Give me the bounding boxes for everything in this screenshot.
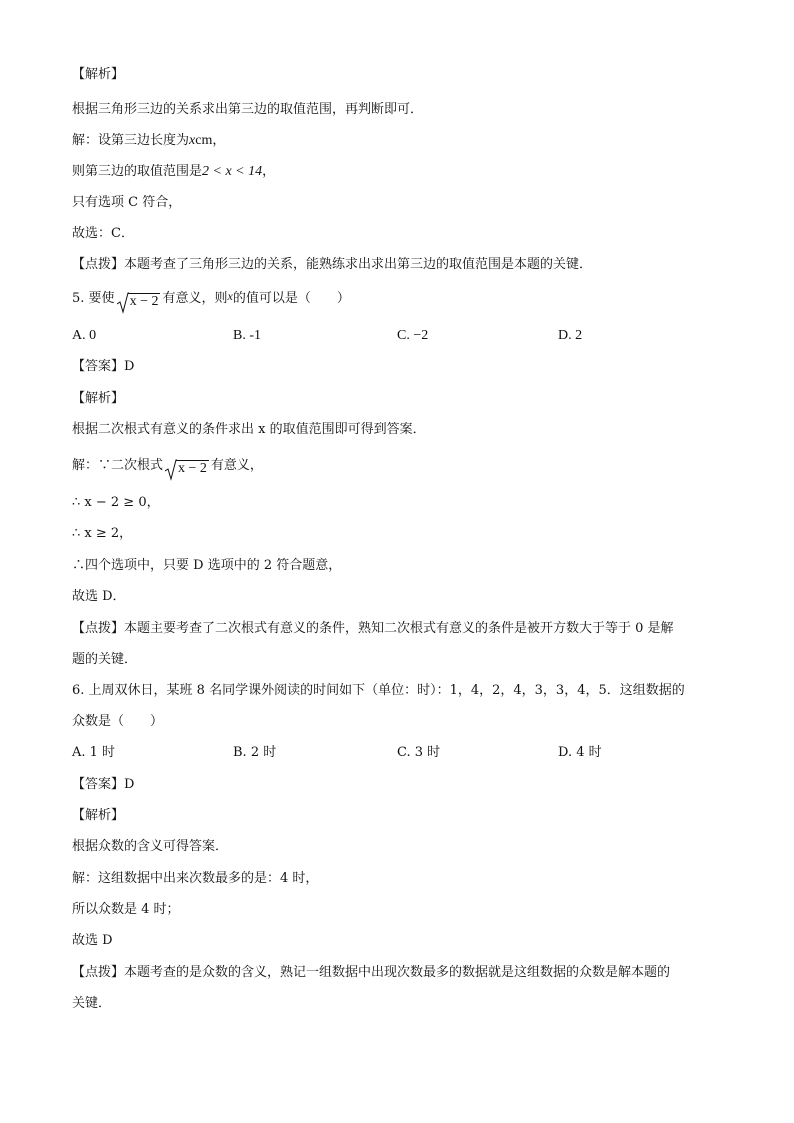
q5-solution-suffix: 有意义，	[210, 458, 263, 473]
q5-number: 5.	[72, 291, 85, 306]
q4-tip-tag: 【点拨】	[72, 257, 125, 272]
q5-stem	[72, 290, 350, 309]
q5-answer: 【答案】D	[72, 359, 135, 374]
q5-solution-radicand: x − 2	[178, 461, 207, 476]
q5-stem-prefix: 要使	[88, 291, 115, 306]
q5-option-b: B. -1	[233, 328, 261, 343]
q6-tip-line-1	[72, 966, 670, 979]
q6-tip-tag: 【点拨】	[72, 965, 125, 980]
q4-analysis-tag: 【解析】	[72, 67, 125, 82]
q5-tip-line-1	[72, 622, 674, 635]
q5-option-a: A. 0	[72, 328, 97, 343]
q5-option-d: D. 2	[558, 328, 583, 343]
q5-step-1: ∴ x − 2 ≥ 0，	[72, 495, 160, 510]
q6-analysis-tag: 【解析】	[72, 808, 125, 823]
q4-range-end: ，	[262, 164, 276, 179]
q6-stem-line-2: 众数是（ ）	[72, 714, 164, 729]
q5-analysis-text: 根据二次根式有意义的条件求出 x 的取值范围即可得到答案．	[72, 422, 426, 437]
q5-radical	[117, 293, 161, 309]
q4-solution-prefix: 解：设第三边长度为	[72, 133, 190, 148]
q6-answer: 【答案】D	[72, 777, 135, 792]
q4-analysis-text: 根据三角形三边的关系求出第三边的取值范围，再判断即可．	[72, 102, 424, 117]
q6-analysis-text: 根据众数的含义可得答案．	[72, 839, 229, 854]
q5-analysis-tag: 【解析】	[72, 391, 125, 406]
q6-tip-text-1: 本题考查的是众数的含义，熟记一组数据中出现次数最多的数据就是这组数据的众数是解本题的	[124, 965, 671, 980]
q6-solution-1: 解：这组数据中出来次数最多的是：4 时，	[72, 871, 319, 886]
q6-solution-2: 所以众数是 4 时；	[72, 902, 180, 917]
q6-option-b: B. 2 时	[233, 745, 277, 760]
q5-option-c: C. −2	[397, 328, 429, 343]
q4-choice: 故选：C．	[72, 226, 134, 241]
q5-solution-prefix: 解：∵二次根式	[72, 458, 164, 473]
q5-tip-text-1: 本题主要考查了二次根式有意义的条件，熟知二次根式有意义的条件是被开方数大于等于 0 是解	[124, 621, 674, 636]
q5-solution-line	[72, 459, 263, 476]
q6-stem-line-1: 6. 上周双休日，某班 8 名同学课外阅读的时间如下（单位：时）：1，4，2，4，3，3，4，5．这组数据的	[72, 683, 685, 698]
q4-range-line	[72, 165, 275, 179]
q5-step-3: ∴四个选项中，只要 D 选项中的 2 符合题意，	[72, 558, 342, 573]
q5-stem-middle: 有意义，则	[162, 291, 228, 306]
q4-only-option-c: 只有选项 C 符合，	[72, 195, 182, 210]
radical-sign-icon	[117, 292, 129, 314]
q6-tip-line-2: 关键．	[72, 996, 112, 1011]
q5-tip-tag: 【点拨】	[72, 621, 125, 636]
q5-tip-line-2: 题的关键．	[72, 652, 138, 667]
q6-option-a: A. 1 时	[72, 745, 116, 760]
q4-tip-line	[72, 258, 592, 271]
q6-option-d: D. 4 时	[558, 745, 602, 760]
q4-range-expression: 2 < x < 14	[202, 164, 263, 179]
q5-solution-radical	[165, 460, 209, 476]
q4-tip-text: 本题考查了三角形三边的关系，能熟练求出求出第三边的取值范围是本题的关键．	[124, 257, 593, 272]
q4-solution-end: ，	[212, 133, 226, 148]
q4-range-prefix: 则第三边的取值范围是	[72, 164, 203, 179]
q4-solution-line	[72, 134, 225, 148]
q5-stem-suffix: 的值可以是（ ）	[232, 291, 350, 306]
q5-radicand: x − 2	[129, 294, 159, 309]
q5-step-2: ∴ x ≥ 2，	[72, 526, 133, 541]
q4-solution-variable: x	[189, 133, 196, 148]
q5-choice: 故选 D．	[72, 589, 126, 604]
q6-option-c: C. 3 时	[397, 745, 441, 760]
radical-sign-icon	[165, 459, 177, 481]
q4-solution-unit: cm	[195, 133, 213, 148]
q6-choice: 故选 D	[72, 933, 113, 948]
q5-stem-variable: x	[227, 289, 233, 303]
